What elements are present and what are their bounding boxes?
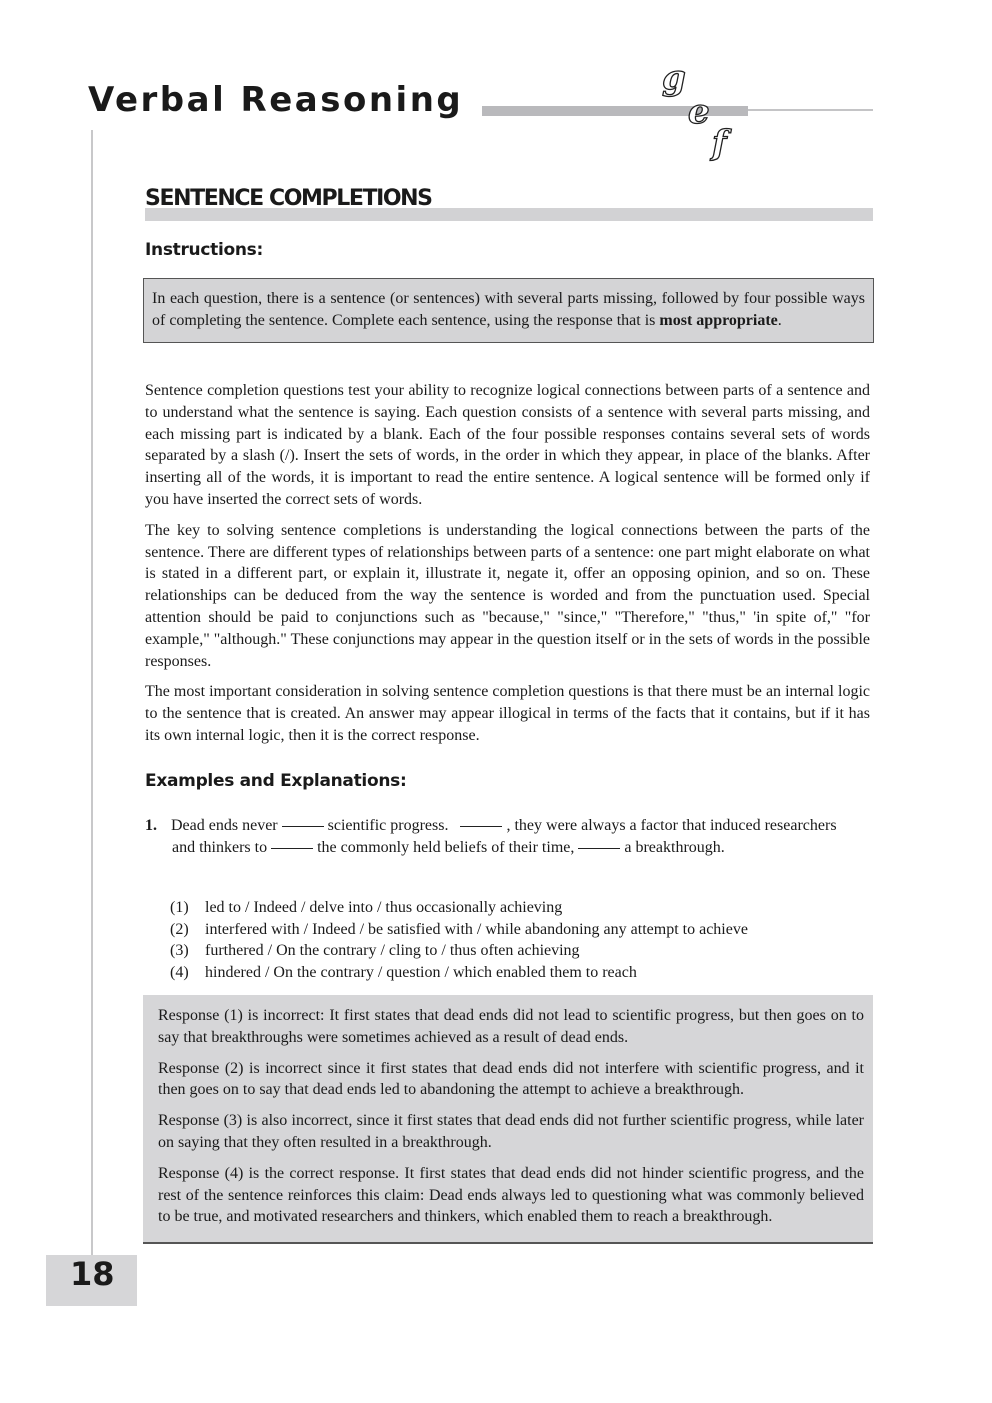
option-2	[170, 919, 748, 941]
question-text: scientific progress.	[327, 817, 449, 834]
instructions-end: .	[777, 312, 782, 329]
page-number-box	[46, 1255, 137, 1306]
running-header-title: Verbal Reasoning	[88, 80, 464, 120]
body-text	[145, 380, 870, 756]
instructions-text: In each question, there is a sentence (or sentences) with several parts missing, followed by four possible ways of completing the sentence. Complete each sentence, using the response that is	[152, 290, 865, 329]
option-text: led to / Indeed / delve into / thus occasionally achieving	[205, 899, 563, 916]
question-text: , they were always a factor that induced researchers and thinkers to	[172, 817, 837, 856]
logo-letter-f: f	[712, 123, 727, 163]
paragraph: The most important consideration in solving sentence completion questions is that there must be an internal logic to the sentence that is created. An answer may appear illogical in terms of the facts that it contains, but if it has its own internal logic, then it is the correct response.	[145, 683, 870, 744]
question-text: the commonly held beliefs of their time,	[317, 839, 575, 856]
option-1	[170, 897, 748, 919]
page-number: 18	[70, 1255, 115, 1293]
paragraph: Sentence completion questions test your ability to recognize logical connections between parts of a sentence and to understand what the sentence is saying. Each question consists of a sentence with several parts missing, and each missing part is indicated by a blank. Each of the four possible responses contains several sets of words separated by a slash (/). Insert the sets of words, in the order in which they appear, in place of the blanks. After inserting all of the words, it is important to read the entire sentence. A logical sentence will be formed only if you have inserted the correct sets of words.	[145, 382, 870, 508]
explanation-box	[143, 995, 873, 1244]
option-text: hindered / On the contrary / question / which enabled them to reach	[205, 964, 637, 982]
question-text: a breakthrough.	[624, 839, 725, 856]
explanation: Response (3) is also incorrect, since it first states that dead ends did not further scientific progress, while later on saying that they often resulted in a breakthrough.	[158, 1112, 864, 1151]
logo-letter-g: g	[662, 58, 686, 98]
option-number: (1)	[170, 899, 189, 916]
option-3	[170, 940, 748, 962]
question-text: Dead ends never	[171, 817, 278, 834]
answer-options	[170, 897, 748, 984]
examples-heading: Examples and Explanations:	[145, 771, 407, 791]
instructions-box	[143, 278, 874, 343]
explanation: Response (4) is the correct response. It first states that dead ends did not hinder scientific progress, and the rest of the sentence reinforces this claim: Dead ends always led to questioning what was commonly believed to be true, and motivated researchers and thinkers, which enabled them to reach a breakthrough.	[158, 1164, 864, 1226]
option-text: interfered with / Indeed / be satisfied with / while abandoning any attempt to achieve	[205, 920, 748, 938]
option-4	[170, 962, 748, 984]
paragraph: The key to solving sentence completions is understanding the logical connections between the parts of the sentence. There are different types of relationships between parts of a sentence: one part might elaborate on what is stated in a different part, or explain it, illustrate it, negate it, offer an opposing opinion, and so on. These relationships can be deduced from the way the sentence is worded and from the punctuation used. Special attention should be paid to conjunctions such as "because," "since," "Therefore," "thus," 'in spite of," "for example," "although." These conjunctions may appear in the question itself or in the sets of words in the possible responses.	[145, 521, 870, 670]
option-number: (4)	[170, 964, 189, 982]
question-number: 1.	[145, 817, 157, 834]
option-text: furthered / On the contrary / cling to / thus often achieving	[205, 942, 580, 960]
blank	[271, 847, 313, 849]
instructions-emphasis: most appropriate	[659, 312, 778, 329]
option-number: (3)	[170, 942, 189, 960]
margin-rule	[91, 130, 93, 1255]
blank	[460, 825, 502, 827]
blank	[578, 847, 620, 849]
option-number: (2)	[170, 920, 189, 938]
question-1	[145, 815, 862, 859]
blank	[282, 825, 324, 827]
logo-letter-e: e	[688, 92, 710, 132]
header-rule	[748, 109, 873, 111]
explanation: Response (1) is incorrect: It first states that dead ends did not lead to scientific progress, but then goes on to say that breakthroughs were sometimes achieved as a result of dead ends.	[158, 1007, 864, 1046]
explanation: Response (2) is incorrect since it first states that dead ends did not interfere with scientific progress, and it then goes on to say that dead ends led to abandoning the attempt to achieve a breakthrough.	[158, 1059, 864, 1099]
section-title: SENTENCE COMPLETIONS	[145, 186, 432, 211]
instructions-heading: Instructions:	[145, 240, 263, 260]
